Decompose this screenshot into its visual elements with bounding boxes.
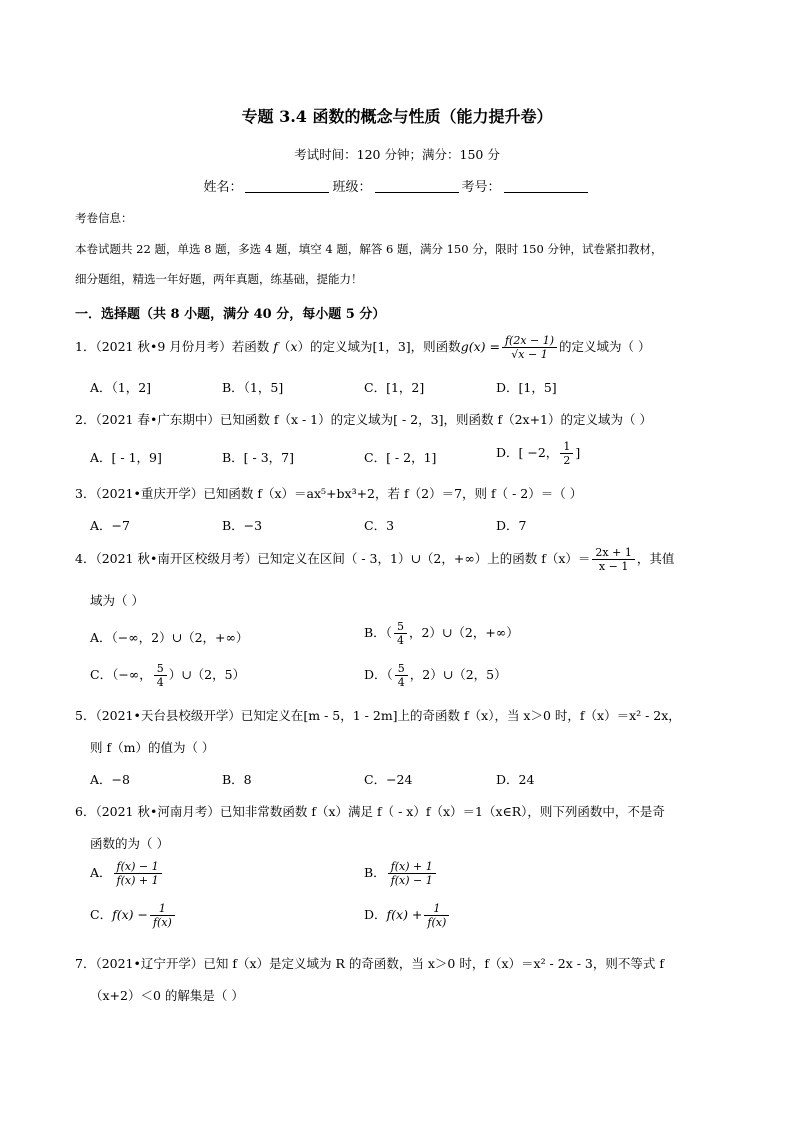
q1-option-c[interactable]: C．[1，2] [364, 380, 425, 395]
q5-option-b[interactable]: B．8 [222, 772, 252, 787]
q5-option-a[interactable]: A．−8 [90, 772, 130, 787]
class-blank[interactable] [375, 179, 459, 193]
q6-line-2: 函数的为（ ） [90, 836, 169, 851]
q1-frac-num: f(2x − 1) [502, 334, 557, 348]
q4-pre: 4．（2021 秋•南开区校级月考）已知定义在区间（ - 3，1）∪（2，+∞）上的函数 f（x）＝ [75, 551, 591, 566]
q1-pre: 1．（2021 秋•9 月份月考）若函数 [75, 339, 270, 354]
number-blank[interactable] [504, 179, 588, 193]
q4-b-fraction [394, 620, 407, 647]
question-6: 6．（2021 秋•河南月考）已知非常数函数 f（x）满足 f（ - x）f（x）＝1（x∈R），则下列函数中，不是奇 [75, 804, 665, 819]
q4-d-num: 5 [395, 662, 408, 676]
question-4 [75, 546, 674, 573]
q4-option-a[interactable]: A．（−∞，2）∪（2，+∞） [90, 630, 249, 645]
q2-d-fraction [560, 440, 573, 467]
question-2: 2．（2021 春•广东期中）已知函数 f（x - 1）的定义域为[ - 2，3]，则函数 f（2x+1）的定义域为（ ） [75, 412, 652, 427]
q2-option-b[interactable]: B．[ - 3，7] [222, 450, 295, 465]
q4-frac-den: x − 1 [598, 560, 629, 573]
q1-fraction [502, 334, 557, 361]
q4-option-c[interactable] [90, 662, 245, 689]
q4-d-fraction [395, 662, 408, 689]
q6-b-den: f(x) − 1 [390, 874, 433, 887]
q6-d-label: D． [364, 907, 387, 922]
q5-option-c[interactable]: C．−24 [364, 772, 413, 787]
q6-c-label: C． [90, 907, 113, 922]
q1-g: g(x) = [460, 339, 500, 354]
q4-c-pre: C．（−∞， [90, 667, 152, 682]
q3-option-c[interactable]: C．3 [364, 518, 395, 533]
info-line-2: 细分题组，精选一年好题，两年真题，练基础，提能力！ [75, 272, 363, 286]
question-7: 7．（2021•辽宁开学）已知 f（x）是定义域为 R 的奇函数，当 x＞0 时，f（x）＝x² - 2x - 3，则不等式 f [75, 956, 664, 971]
q3-option-d[interactable]: D．7 [496, 518, 527, 533]
q4-b-pre: B．（ [364, 625, 392, 640]
question-5: 5．（2021•天台县校级开学）已知定义在[m - 5，1 - 2m]上的奇函数 f（x），当 x＞0 时，f（x）＝x² - 2x， [75, 708, 681, 723]
q4-frac-num: 2x + 1 [592, 546, 634, 560]
page-title: 专题 3.4 函数的概念与性质（能力提升卷） [241, 107, 553, 126]
student-info-line [0, 176, 794, 195]
q6-a-den: f(x) + 1 [116, 874, 159, 887]
q4-b-post: ，2）∪（2，+∞） [408, 625, 519, 640]
q1-option-d[interactable]: D．[1，5] [496, 380, 557, 395]
q6-b-fraction [388, 860, 436, 887]
info-heading: 考卷信息： [75, 211, 133, 225]
q1-option-b[interactable]: B．（1，5] [222, 380, 284, 395]
q2-d-num: 1 [560, 440, 573, 454]
name-label: 姓名： [203, 180, 243, 195]
q2-d-text: D．[ −2， [496, 445, 559, 460]
q4-option-b[interactable] [364, 620, 519, 647]
q4-post: ，其值 [636, 551, 675, 566]
q6-a-num: f(x) − 1 [114, 860, 162, 874]
q6-d-fraction [424, 902, 449, 929]
info-line-1: 本卷试题共 22 题，单选 8 题，多选 4 题，填空 4 题，解答 6 题，满分 150 分，限时 150 分钟，试卷紧扣教材， [75, 242, 663, 256]
q6-c-den: f(x) [152, 916, 172, 929]
q4-c-fraction [154, 662, 167, 689]
q1-post: 的定义域为（ ） [559, 339, 651, 354]
question-3: 3．（2021•重庆开学）已知函数 f（x）＝ax⁵+bx³+2，若 f（2）＝7，则 f（ - 2）＝（ ） [75, 486, 583, 501]
q5-line-2: 则 f（m）的值为（ ） [90, 740, 215, 755]
q6-b-label: B． [364, 865, 386, 880]
q2-option-c[interactable]: C．[ - 2，1] [364, 450, 437, 465]
q4-c-num: 5 [154, 662, 167, 676]
q1-option-a[interactable]: A．（1，2] [90, 380, 152, 395]
q4-line-2: 域为（ ） [90, 593, 144, 608]
q4-d-den: 4 [397, 676, 405, 689]
section-heading: 一．选择题（共 8 小题，满分 40 分，每小题 5 分） [75, 307, 386, 322]
q6-a-label: A． [90, 865, 112, 880]
exam-time-info: 考试时间：120 分钟；满分：150 分 [294, 147, 500, 162]
q2-d-den: 2 [563, 454, 571, 467]
q6-d-den: f(x) [427, 916, 447, 929]
q5-option-d[interactable]: D．24 [496, 772, 535, 787]
q6-option-b[interactable] [364, 860, 438, 887]
q4-c-post: ）∪（2，5） [168, 667, 246, 682]
q4-b-num: 5 [394, 620, 407, 634]
q6-a-fraction [114, 860, 162, 887]
q2-option-a[interactable]: A．[ - 1，9] [90, 450, 162, 465]
q3-option-a[interactable]: A．−7 [90, 518, 130, 533]
q4-b-den: 4 [396, 634, 404, 647]
q4-d-post: ，2）∪（2，5） [409, 667, 507, 682]
q2-option-d[interactable] [496, 440, 580, 467]
name-blank[interactable] [245, 179, 329, 193]
q6-d-num: 1 [424, 902, 449, 916]
number-label: 考号： [461, 180, 501, 195]
class-label: 班级： [332, 180, 372, 195]
q6-c-pre: f(x) − [112, 907, 148, 922]
q3-option-b[interactable]: B．−3 [222, 518, 263, 533]
q6-option-a[interactable] [90, 860, 164, 887]
q4-fraction [592, 546, 634, 573]
q6-option-d[interactable] [364, 902, 451, 929]
q6-option-c[interactable] [90, 902, 177, 929]
q1-frac-den: √x − 1 [511, 348, 548, 361]
q4-option-d[interactable] [364, 662, 507, 689]
q7-line-2: （x+2）＜0 的解集是（ ） [90, 988, 244, 1003]
q1-mid: 的定义域为[1，3]，则函数 [310, 339, 461, 354]
question-1: 1．（2021 秋•9 月份月考）若函数 f（x）的定义域为[1，3]，则函数g(x) = $\frac{f(2x - 1)}{√x - 1}$ 的定义域为（ ） [75, 334, 651, 361]
q6-d-pre: f(x) + [386, 907, 423, 922]
q4-c-den: 4 [156, 676, 164, 689]
q2-d-close: ] [575, 445, 581, 460]
q6-c-fraction [150, 902, 175, 929]
q6-c-num: 1 [150, 902, 175, 916]
q6-b-num: f(x) + 1 [388, 860, 436, 874]
q4-d-pre: D．（ [364, 667, 393, 682]
